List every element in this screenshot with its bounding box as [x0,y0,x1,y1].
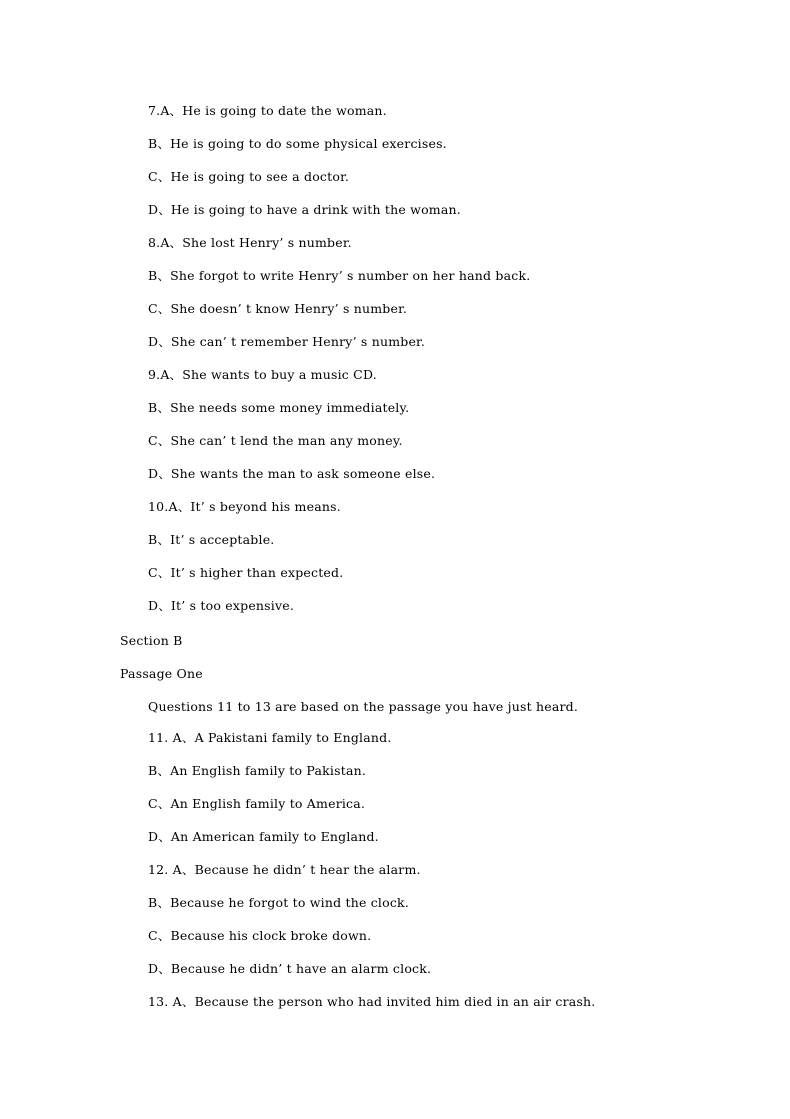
q8-option-b: B、She forgot to write Henry’ s number on her hand back. [148,268,531,283]
q12-option-d: D、Because he didn’ t have an alarm clock. [148,961,432,976]
q11-option-b: B、An English family to Pakistan. [148,763,367,778]
q11-option-a: 11. A、A Pakistani family to England. [148,730,392,745]
q10-option-d: D、It’ s too expensive. [148,598,295,613]
q8-option-c: C、She doesn’ t know Henry’ s number. [148,301,408,316]
q7-option-a: 7.A、He is going to date the woman. [148,103,387,118]
q12-option-b: B、Because he forgot to wind the clock. [148,895,409,910]
passage-instructions: Questions 11 to 13 are based on the passage you have just heard. [148,699,579,714]
q10-option-b: B、It’ s acceptable. [148,532,275,547]
q9-option-b: B、She needs some money immediately. [148,400,410,415]
q10-option-c: C、It’ s higher than expected. [148,565,344,580]
q11-option-d: D、An American family to England. [148,829,379,844]
passage-heading: Passage One [120,666,203,681]
q13-option-a: 13. A、Because the person who had invited him died in an air crash. [148,994,596,1009]
section-heading: Section B [120,633,183,648]
q7-option-b: B、He is going to do some physical exercises. [148,136,447,151]
q12-option-c: C、Because his clock broke down. [148,928,372,943]
q8-option-a: 8.A、She lost Henry’ s number. [148,235,352,250]
q9-option-a: 9.A、She wants to buy a music CD. [148,367,377,382]
q11-option-c: C、An English family to America. [148,796,366,811]
q12-option-a: 12. A、Because he didn’ t hear the alarm. [148,862,421,877]
q8-option-d: D、She can’ t remember Henry’ s number. [148,334,426,349]
q10-option-a: 10.A、It’ s beyond his means. [148,499,341,514]
q7-option-d: D、He is going to have a drink with the woman. [148,202,461,217]
q9-option-d: D、She wants the man to ask someone else. [148,466,436,481]
q9-option-c: C、She can’ t lend the man any money. [148,433,403,448]
q7-option-c: C、He is going to see a doctor. [148,169,350,184]
